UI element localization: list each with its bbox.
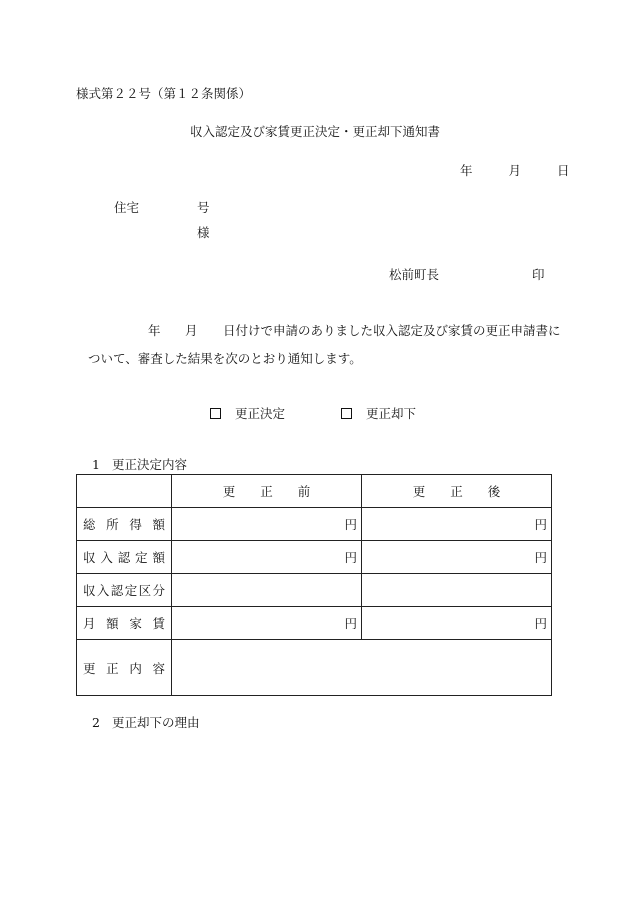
row-label: 収入認定額 [77,541,172,574]
body-line-1 [148,321,561,339]
cell-before [172,574,362,607]
cell-after: 円 [362,607,552,640]
option-kosei-kyakka[interactable] [341,404,416,422]
correction-content-cell [172,640,552,696]
header-before: 更 正 前 [172,475,362,508]
table-row [77,574,552,607]
checkbox-icon[interactable] [341,408,352,419]
cell-before: 円 [172,541,362,574]
addressee-sama: 様 [197,225,210,240]
cell-before: 円 [172,607,362,640]
body-line-2: ついて、審査した結果を次のとおり通知します。 [88,351,362,366]
document-title: 収入認定及び家賃更正決定・更正却下通知書 [189,124,440,139]
table-header-row [77,475,552,508]
row-label: 収入認定区分 [77,574,172,607]
body-month: 月 [185,323,198,338]
table-row [77,640,552,696]
option-label: 更正却下 [366,406,417,421]
row-label: 総所得額 [77,508,172,541]
row-label: 更正内容 [77,640,172,696]
cell-after: 円 [362,508,552,541]
checkbox-icon[interactable] [210,408,221,419]
body-line-1-text: 日付けで申請のありました収入認定及び家賃の更正申請書に [223,323,561,338]
date-month: 月 [508,163,522,178]
cell-after [362,574,552,607]
section-1-heading [92,455,187,473]
cell-after: 円 [362,541,552,574]
section-1-number: 1 [92,457,100,472]
date-day: 日 [557,163,570,178]
option-label: 更正決定 [235,406,286,421]
form-number: 様式第２２号（第１２条関係） [76,86,252,101]
section-1-title: 更正決定内容 [112,457,188,472]
table-row [77,508,552,541]
decision-options [210,404,416,422]
addressee-go: 号 [197,200,210,215]
option-kosei-kettei[interactable] [210,404,285,422]
section-2-title: 更正却下の理由 [112,715,200,730]
table-row [77,541,552,574]
correction-table [76,474,552,696]
header-blank [77,475,172,508]
date-line [460,161,570,179]
cell-before: 円 [172,508,362,541]
section-2-heading [92,713,200,731]
section-2-number: 2 [92,715,100,730]
sender-seal: 印 [532,267,545,282]
table-row [77,607,552,640]
sender-name: 松前町長 [389,267,440,282]
addressee-jutaku: 住宅 [114,200,140,215]
body-year: 年 [148,323,161,338]
row-label: 月額家賃 [77,607,172,640]
date-year: 年 [460,163,473,178]
header-after: 更 正 後 [362,475,552,508]
